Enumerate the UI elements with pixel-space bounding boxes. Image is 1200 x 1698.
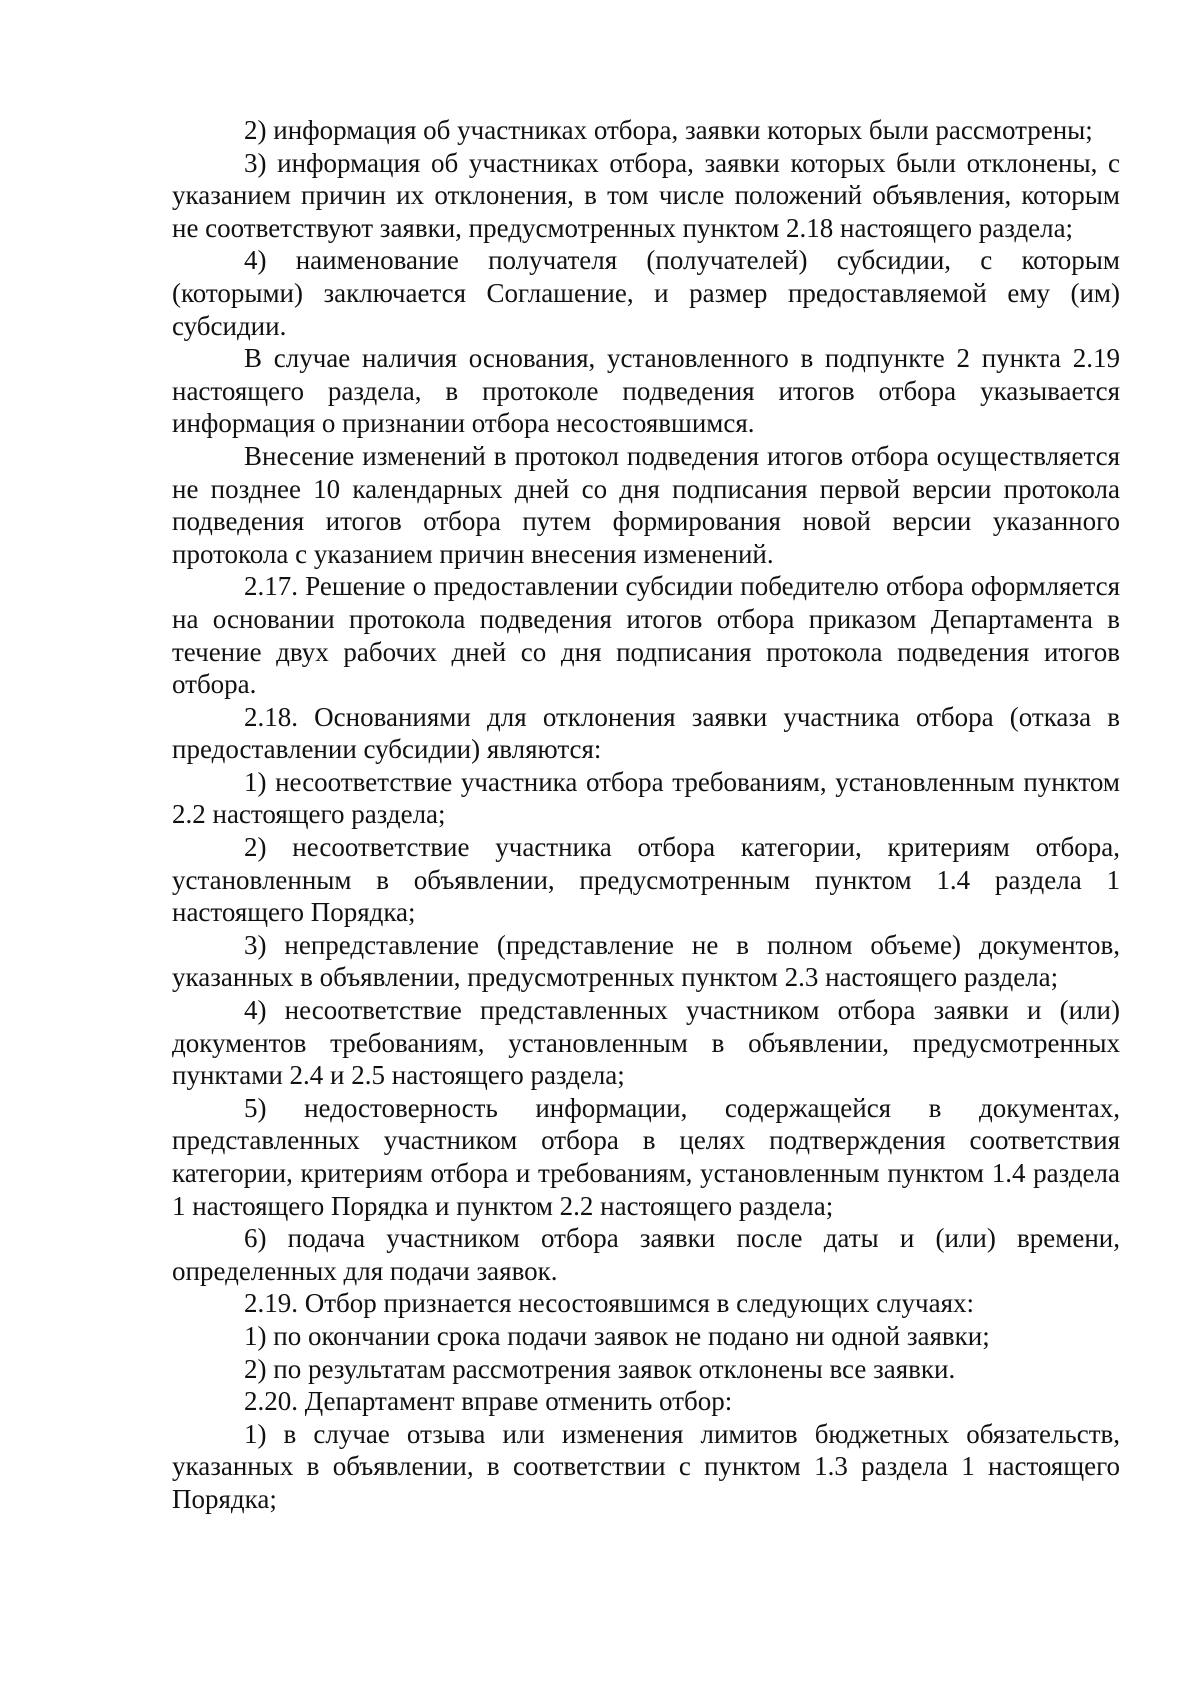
- paragraph-2-19-item-1: 1) по окончании срока подачи заявок не подано ни одной заявки;: [244, 1320, 990, 1351]
- paragraph-2-18-item-5: 5) недостоверность информации, содержащейся в документах, представленных участником отбора в целях подтверждения соответствия категории, критериям отбора и требованиям, установленным пунктом 1.4 раздела 1 настоящего Порядка и пунктом 2.2 настоящего раздела;: [172, 1092, 1120, 1221]
- paragraph-2-20-item-1: 1) в случае отзыва или изменения лимитов бюджетных обязательств, указанных в объявлении, в соответствии с пунктом 1.3 раздела 1 настоящего Порядка;: [172, 1418, 1120, 1514]
- paragraph-protocol-changes: Внесение изменений в протокол подведения итогов отбора осуществляется не позднее 10 календарных дней со дня подписания первой версии протокола подведения итогов отбора путем формирования новой версии указанного протокола с указанием причин внесения изменений.: [172, 440, 1120, 569]
- paragraph-2-18-item-1: 1) несоответствие участника отбора требованиям, установленным пунктом 2.2 настоящего раздела;: [172, 766, 1120, 830]
- paragraph-2-19-failed-selection: 2.19. Отбор признается несостоявшимся в следующих случаях:: [244, 1288, 975, 1319]
- paragraph-item-2-participants-reviewed: 2) информация об участниках отбора, заявки которых были рассмотрены;: [244, 115, 1093, 145]
- paragraph-item-4-recipient-name: 4) наименование получателя (получателей) субсидии, с которым (которыми) заключается Соглашение, и размер предоставляемой ему (им) субсидии.: [172, 245, 1120, 341]
- paragraph-2-20-cancel-selection: 2.20. Департамент вправе отменить отбор:: [244, 1386, 733, 1417]
- paragraph-item-3-participants-rejected: 3) информация об участниках отбора, заявки которых были отклонены, с указанием причин их отклонения, в том числе положений объявления, которым не соответствуют заявки, предусмотренных пунктом 2.18 настоящего раздела;: [172, 147, 1120, 243]
- paragraph-2-18-item-4: 4) несоответствие представленных участником отбора заявки и (или) документов требованиям, установленным в объявлении, предусмотренных пунктами 2.4 и 2.5 настоящего раздела;: [172, 995, 1120, 1091]
- paragraph-2-19-item-2: 2) по результатам рассмотрения заявок отклонены все заявки.: [244, 1353, 956, 1384]
- paragraph-2-18-item-3: 3) непредставление (представление не в полном объеме) документов, указанных в объявлении, предусмотренных пунктом 2.3 настоящего раздела;: [172, 929, 1120, 993]
- paragraph-2-18-item-6: 6) подача участником отбора заявки после даты и (или) времени, определенных для подачи заявок.: [172, 1223, 1120, 1286]
- paragraph-2-18-rejection-grounds: 2.18. Основаниями для отклонения заявки участника отбора (отказа в предоставлении субсидии) являются:: [172, 701, 1120, 765]
- paragraph-2-17-decision: 2.17. Решение о предоставлении субсидии победителю отбора оформляется на основании протокола подведения итогов отбора приказом Департамента в течение двух рабочих дней со дня подписания протокола подведения итогов отбора.: [172, 571, 1120, 700]
- paragraph-2-18-item-2: 2) несоответствие участника отбора категории, критериям отбора, установленным в объявлении, предусмотренным пунктом 1.4 раздела 1 настоящего Порядка;: [172, 832, 1120, 928]
- paragraph-failed-selection-info: В случае наличия основания, установленного в подпункте 2 пункта 2.19 настоящего раздела, в протоколе подведения итогов отбора указывается информация о признании отбора несостоявшимся.: [172, 343, 1120, 439]
- document-page: [172, 114, 1120, 1516]
